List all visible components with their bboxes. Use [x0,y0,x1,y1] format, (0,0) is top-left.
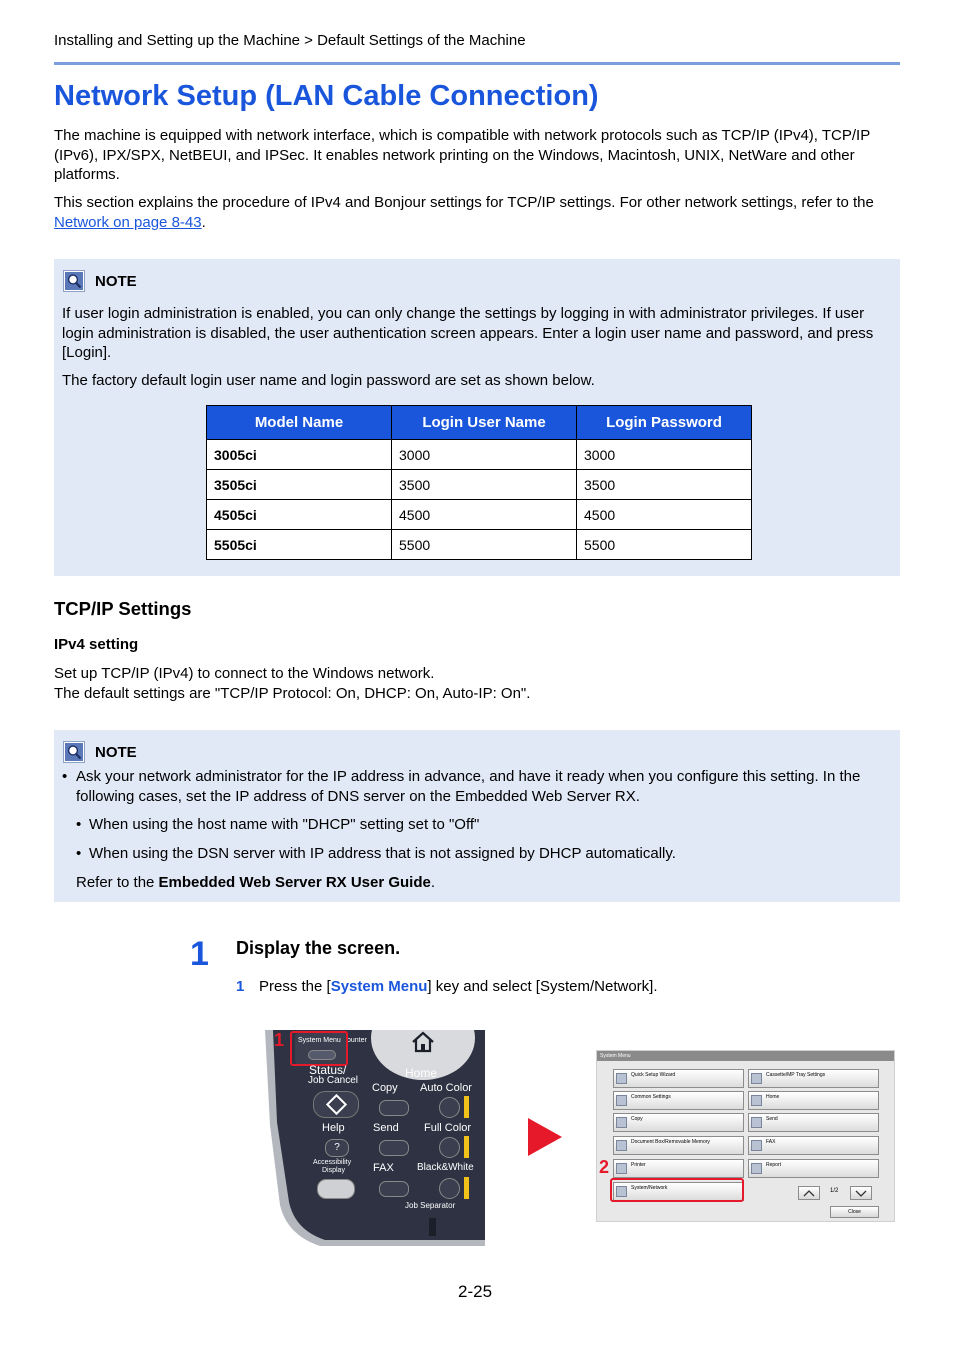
arrow-right-icon [528,1118,562,1156]
system-menu-callout-box [290,1031,348,1066]
auto-color-key-label: Auto Color [420,1082,472,1094]
page-indicator: 1/2 [830,1188,839,1194]
model-cell: 5505ci [207,530,392,560]
note-sub-bullet: When using the DSN server with IP address that is not assigned by DHCP automatically. [89,845,676,862]
page-up-button[interactable] [798,1186,820,1200]
substep-number: 1 [236,978,245,995]
fax-button[interactable]: FAX [748,1136,879,1155]
report-icon [751,1163,762,1174]
bullet-glyph: • [76,845,82,862]
callout-number: 2 [599,1157,610,1177]
step-number: 1 [190,935,209,973]
screen-header: System Menu [597,1051,894,1061]
full-color-key-label: Full Color [424,1122,472,1134]
copy-key-label: Copy [372,1082,398,1094]
note-text: If user login administration is enabled, you can only change the settings by logging in with administrator privileges. If user login administration is disabled, the user authentication screen appears. Enter a login user name and password, and press [Login]. [62,305,874,361]
table-row [207,470,752,500]
home-key-label: Home [405,1066,438,1080]
auto-color-key[interactable] [439,1097,460,1118]
counter-key-label: ounter [347,1037,367,1044]
ipv4-defaults: The default settings are "TCP/IP Protocol: On, DHCP: On, Auto-IP: On". [54,685,531,702]
full-color-key[interactable] [439,1137,460,1158]
table-row [207,500,752,530]
job-cancel-key-label: Job Cancel [308,1075,359,1086]
help-key-label: Help [322,1122,345,1134]
note-box-ip [54,730,900,902]
copy-icon [616,1117,627,1128]
system-network-callout-box [610,1178,744,1202]
help-key[interactable]: ? [325,1139,349,1157]
step-title: Display the screen. [236,938,401,958]
password-cell: 3000 [577,440,752,470]
model-cell: 4505ci [207,500,392,530]
send-icon [751,1117,762,1128]
user-name-cell: 5500 [392,530,577,560]
note-magnifier-icon [63,741,85,763]
tray-icon [751,1073,762,1084]
full-color-indicator [464,1136,469,1158]
fax-key-label: FAX [373,1162,394,1174]
settings-icon [616,1095,627,1106]
send-key-label: Send [373,1122,399,1134]
bullet-glyph: • [76,816,82,833]
system-menu-key[interactable]: System Menu [295,1033,347,1065]
guide-name: Embedded Web Server RX User Guide [158,874,431,891]
login-table [206,405,752,560]
black-white-key[interactable] [439,1178,460,1199]
document-box-button[interactable]: Document Box/Removable Memory [613,1136,744,1155]
page-title: Network Setup (LAN Cable Connection) [54,80,599,112]
black-white-key-label: Black&White [417,1162,474,1173]
status-key-label: Status/ [309,1063,347,1077]
table-header-row [207,406,752,440]
home-icon[interactable] [411,1031,435,1053]
substep-text: Press the [System Menu] key and select [System/Network]. [259,978,658,995]
copy-key[interactable] [379,1100,409,1116]
table-row [207,530,752,560]
column-header: Model Name [207,406,392,440]
wizard-icon [616,1073,627,1084]
table-row [207,440,752,470]
user-name-cell: 4500 [392,500,577,530]
chevron-down-icon [851,1187,871,1199]
folder-icon [616,1140,627,1151]
note-magnifier-icon [63,270,85,292]
intro-paragraph: The machine is equipped with network interface, which is compatible with network protocols such as TCP/IP (IPv4), TCP/IP (IPv6), IPX/SPX, NetBEUI, and IPSec. It enables network printing on the Windows, Macintosh, UNIX, NetWare and other platforms. [54,127,870,183]
home-icon [751,1095,762,1106]
note-sub-bullet: When using the host name with "DHCP" setting set to "Off" [89,816,480,833]
cassette-mp-tray-button[interactable]: Cassette/MP Tray Settings [748,1069,879,1088]
diamond-icon [326,1094,347,1115]
bullet-glyph: • [62,768,68,785]
header-rule [54,62,900,65]
model-cell: 3005ci [207,440,392,470]
printer-icon [616,1163,627,1174]
printer-button[interactable]: Printer [613,1159,744,1178]
chevron-up-icon [799,1187,819,1199]
note-text: The factory default login user name and login password are set as shown below. [62,372,595,389]
home-button[interactable]: Home [748,1091,879,1110]
fax-icon [751,1140,762,1151]
copy-button[interactable]: Copy [613,1113,744,1132]
common-settings-button[interactable]: Common Settings [613,1091,744,1110]
section-heading: TCP/IP Settings [54,598,192,619]
network-page-link[interactable]: Network on page 8-43 [54,213,202,231]
system-network-button[interactable]: System/Network [613,1182,744,1201]
page-number: 2-25 [458,1282,493,1301]
accessibility-key-label: Accessibility [313,1159,352,1166]
send-key[interactable] [379,1140,409,1156]
password-cell: 5500 [577,530,752,560]
breadcrumb: Installing and Setting up the Machine > Default Settings of the Machine [54,32,526,49]
subsection-heading: IPv4 setting [54,636,139,653]
note-reference: Refer to the Embedded Web Server RX User Guide. [76,874,436,891]
password-cell: 4500 [577,500,752,530]
intro-paragraph-2: This section explains the procedure of IPv4 and Bonjour settings for TCP/IP settings. For other network settings, refer to the Network on page 8-43. [54,194,874,231]
status-job-cancel-key[interactable] [313,1091,359,1118]
model-cell: 3505ci [207,470,392,500]
system-menu-screen [596,1050,895,1222]
operation-panel-illustration [265,1030,485,1246]
job-separator-label: Job Separator [405,1201,456,1210]
note-label: NOTE [95,272,137,290]
send-button[interactable]: Send [748,1113,879,1132]
quick-setup-wizard-button[interactable]: Quick Setup Wizard [613,1069,744,1088]
user-name-cell: 3000 [392,440,577,470]
black-white-indicator [464,1177,469,1199]
ipv4-description: Set up TCP/IP (IPv4) to connect to the Windows network. [54,665,435,682]
report-button[interactable]: Report [748,1159,879,1178]
auto-color-indicator [464,1096,469,1118]
note-label: NOTE [95,743,137,761]
fax-key[interactable] [379,1181,409,1197]
note-bullet: Ask your network administrator for the IP address in advance, and have it ready when you configure this setting. In the following cases, set the IP address of DNS server on the Embedded Web Server RX. [76,768,861,805]
accessibility-display-key[interactable] [317,1179,355,1199]
column-header: Login Password [577,406,752,440]
note-box-login [54,259,900,576]
system-menu-key-name: System Menu [330,978,428,995]
note-header [63,270,137,292]
user-name-cell: 3500 [392,470,577,500]
callout-number: 1 [274,1030,285,1050]
page-down-button[interactable] [850,1186,872,1200]
display-key-label: Display [322,1167,345,1174]
note-header [63,741,137,763]
column-header: Login User Name [392,406,577,440]
close-button[interactable]: Close [830,1206,879,1218]
password-cell: 3500 [577,470,752,500]
